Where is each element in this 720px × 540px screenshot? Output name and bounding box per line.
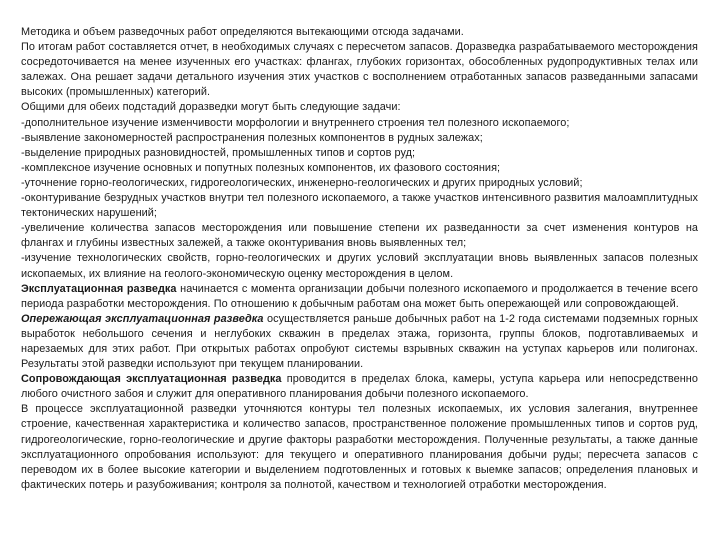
document-body [21, 25, 698, 493]
paragraph-advance-text: осуществляется раньше добычных работ на 1-2 года системами подземных горных выработок небольшого сечения и неглубоких скважин в пределах этажа, горизонта, группы блоков, подготавливаемых и нарезаемых для этих работ. При открытых работах опробуют системы взрывных скважин на уступах карьеров или полигонах. Результаты этой разведки используют при текущем планировании. [21, 312, 699, 371]
term-exploitation: Эксплуатационная разведка [21, 282, 177, 295]
paragraph-exploitation [21, 282, 698, 312]
paragraph-advance [21, 312, 698, 372]
paragraph-accompanying [21, 372, 698, 402]
task-item: -выделение природных разновидностей, промышленных типов и сортов руд; [21, 146, 416, 159]
paragraph-results: В процессе эксплуатационной разведки уточняются контуры тел полезных ископаемых, их условия залегания, внутреннее строение, качественная характеристика и количество запасов, пространственное положение промышленных типов и сортов руд, гидрогеологические, горно-геологические и другие факторы разработки месторождения. Полученные результаты, а также данные эксплуатационного опробования используют: для текущего и оперативного планирования добычи руды; пересчета запасов с переводом их в более высокие категории и выделением подготовленных и готовых к выемке запасов; определения плановых и фактических потерь и разубоживания; контроля за полнотой, качеством и технологией отработки месторождения. [21, 403, 698, 491]
task-item: -уточнение горно-геологических, гидрогеологических, инженерно-геологических и других природных условий; [21, 176, 583, 189]
term-accompanying: Сопровождающая эксплуатационная разведка [21, 373, 282, 386]
paragraph-exploitation-text: начинается с момента организации добычи полезного ископаемого и продолжается в течение всего периода разработки месторождения. По отношению к добычным работам она может быть опережающей или сопровождающей. [21, 282, 698, 310]
paragraph-tasks-heading: Общими для обеих подстадий доразведки могут быть следующие задачи: [21, 101, 401, 114]
task-item: -увеличение количества запасов месторождения или повышение степени их разведанности за счет изменения контуров на флангах и глубины известных залежей, а также оконтуривания вновь выявленных тел; [21, 222, 698, 250]
task-item: -комплексное изучение основных и попутных полезных компонентов, их фазового состояния; [21, 161, 501, 174]
task-item: -дополнительное изучение изменчивости морфологии и внутреннего строения тел полезного ископаемого; [21, 116, 570, 129]
paragraph-intro: Методика и объем разведочных работ определяются вытекающими отсюда задачами. [21, 26, 464, 38]
term-advance: Опережающая эксплуатационная разведка [21, 312, 264, 325]
paragraph-report: По итогам работ составляется отчет, в необходимых случаях с пересчетом запасов. Доразведка разрабатываемого месторождения сосредоточивается на менее изученных его участках: флангах, глубоких горизонтах, обособленных рудопродуктивных телах или залежах. Она решает задачи детального изучения этих участков с восполнением отработанных запасов разведанными запасами высоких (промышленных) категорий. [21, 41, 698, 99]
task-item: -изучение технологических свойств, горно-геологических и других условий эксплуатации вновь выявленных запасов полезных ископаемых, их влияние на геолого-экономическую оценку месторождения в целом. [21, 252, 698, 280]
task-item: -выявление закономерностей распространения полезных компонентов в рудных залежах; [21, 131, 483, 144]
task-item: -оконтуривание безрудных участков внутри тел полезного ископаемого, а также участков интенсивного развития малоамплитудных тектонических нарушений; [21, 192, 698, 220]
paragraph-accompanying-text: проводится в пределах блока, камеры, уступа карьера или непосредственно любого очистного забоя и служит для оперативного планирования добычи полезного ископаемого. [21, 373, 698, 401]
